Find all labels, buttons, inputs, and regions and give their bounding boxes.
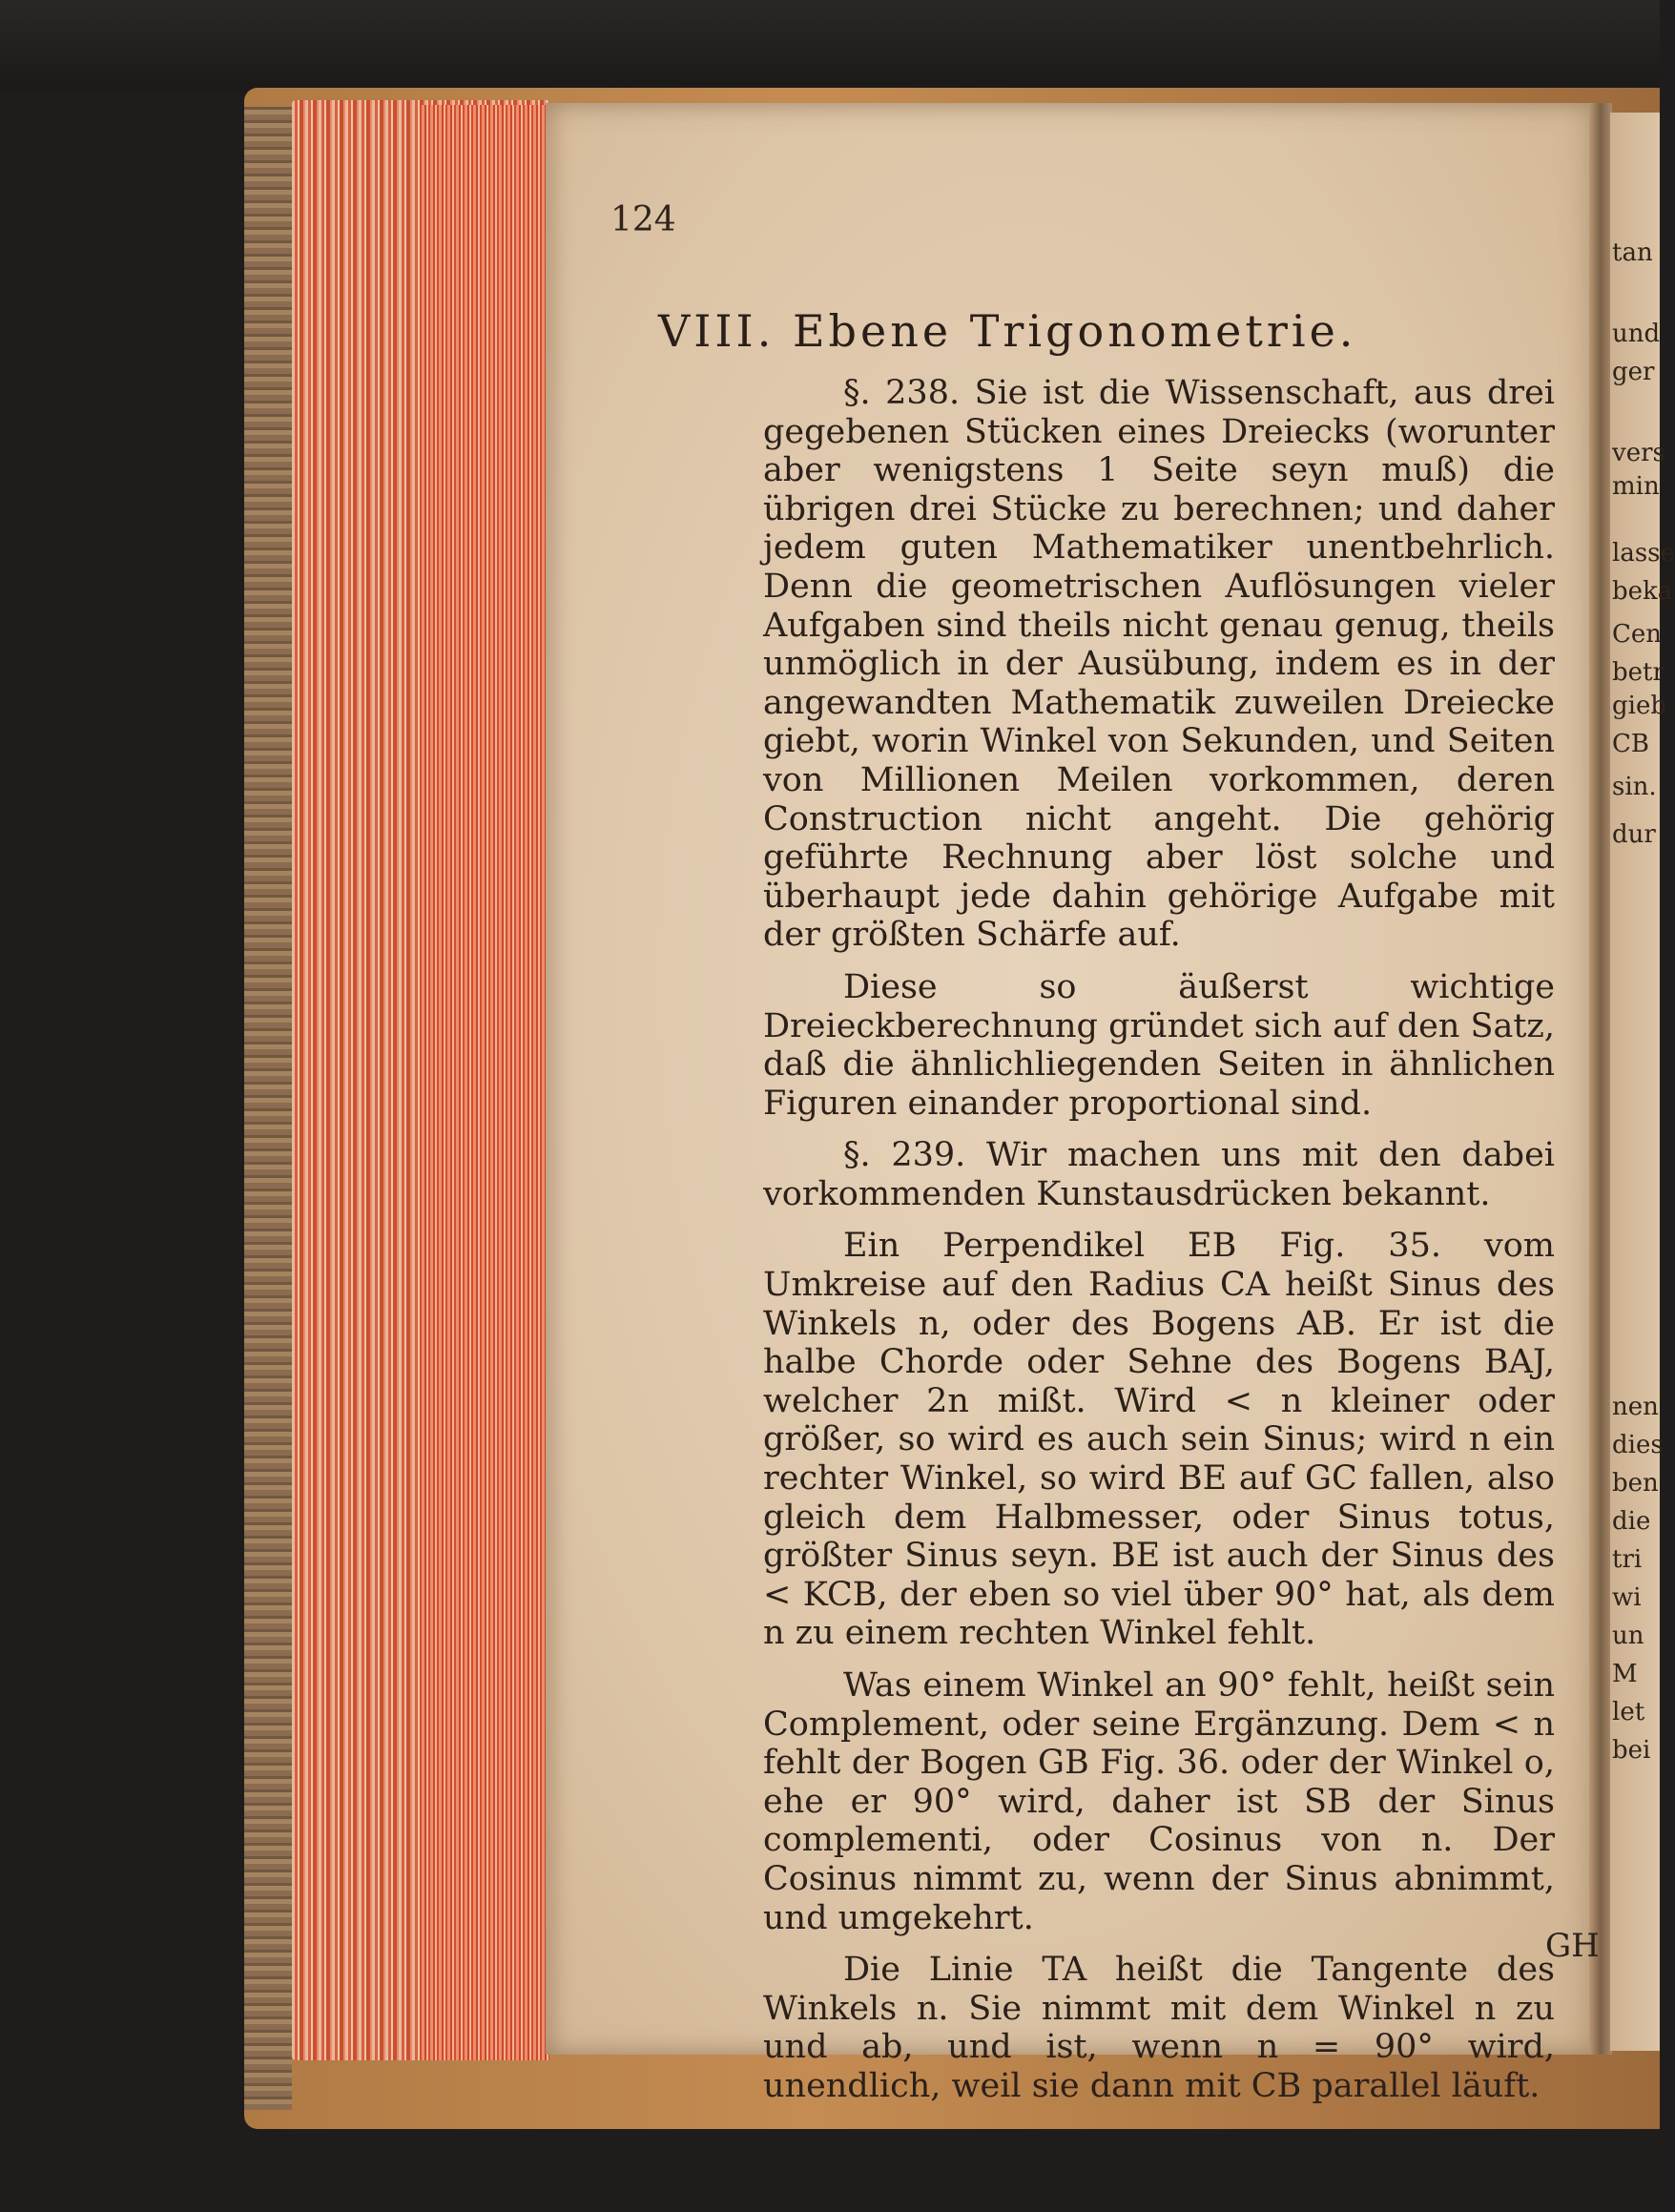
facing-page-word: bei bbox=[1612, 1736, 1651, 1765]
facing-page-word: let bbox=[1612, 1698, 1645, 1726]
facing-page-word: und bbox=[1612, 320, 1661, 348]
page-number: 124 bbox=[610, 200, 676, 239]
facing-page-word: min bbox=[1612, 472, 1660, 501]
facing-page-word: ger bbox=[1612, 358, 1655, 386]
facing-page-word: nen bbox=[1612, 1393, 1659, 1421]
book-spine bbox=[244, 107, 292, 2110]
facing-page-word: beka bbox=[1612, 577, 1673, 606]
facing-page-word: gieb bbox=[1612, 692, 1666, 720]
catchword: GH bbox=[1545, 1927, 1600, 1965]
paragraph: Ein Perpendikel EB Fig. 35. vom Umkreise auf den Radius CA heißt Sinus des Winkels n, oder des Bogens AB. Er ist die halbe Chorde oder Sehne des Bogens BAJ, welcher 2n mißt. Wird < n kleiner oder größer, so wird es auch sein Sinus; wird n ein rechter Winkel, so wird BE auf GC fallen, also gleich dem Halbmesser, oder Sinus totus, größter Sinus seyn. BE ist auch der Sinus des < KCB, der eben so viel über 90° hat, als dem n zu einem rechten Winkel fehlt. bbox=[763, 1227, 1555, 1653]
facing-page-word: un bbox=[1612, 1622, 1644, 1650]
paragraph: Die Linie TA heißt die Tangente des Winkels n. Sie nimmt mit dem Winkel n zu und ab, und ist, wenn n = 90° wird, unendlich, weil sie dann mit CB parallel läuft. bbox=[763, 1951, 1555, 2105]
facing-page-word: betr bbox=[1612, 658, 1665, 687]
facing-page-word: M bbox=[1612, 1660, 1638, 1688]
paragraph: Was einem Winkel an 90° fehlt, heißt sein Complement, oder seine Ergänzung. Dem < n fehlt der Bogen GB Fig. 36. oder der Winkel o, ehe er 90° wird, daher ist SB der Sinus complementi, oder Cosinus von n. Der Cosinus nimmt zu, wenn der Sinus abnimmt, und umgekehrt. bbox=[763, 1666, 1555, 1937]
facing-page-word: lasse bbox=[1612, 539, 1675, 568]
page-edges-red bbox=[420, 105, 549, 2060]
facing-page-word: vers bbox=[1612, 439, 1665, 467]
paragraph: §. 239. Wir machen uns mit den dabei vorkommenden Kunstausdrücken bekannt. bbox=[763, 1136, 1555, 1213]
facing-page-word: dies bbox=[1612, 1431, 1664, 1459]
body-text bbox=[763, 374, 1555, 2106]
facing-page-word: CB bbox=[1612, 730, 1649, 758]
facing-page-word: tan bbox=[1612, 238, 1653, 267]
facing-page-word: sin. bbox=[1612, 773, 1657, 801]
paragraph: Diese so äußerst wichtige Dreieckberechnung gründet sich auf den Satz, daß die ähnlichliegenden Seiten in ähnlichen Figuren einander proportional sind. bbox=[763, 967, 1555, 1123]
facing-page-word: Cen bbox=[1612, 620, 1663, 649]
dark-background bbox=[0, 0, 1660, 91]
page-gutter bbox=[1589, 103, 1612, 2055]
paragraph: §. 238. Sie ist die Wissenschaft, aus drei gegebenen Stücken eines Dreiecks (worunter aber wenigstens 1 Seite seyn muß) die übrigen drei Stücke zu berechnen; und daher jedem guten Mathematiker unentbehrlich. Denn die geometrischen Auflösungen vieler Aufgaben sind theils nicht genau genug, theils unmöglich in der Ausübung, indem es in der angewandten Mathematik zuweilen Dreiecke giebt, worin Winkel von Sekunden, und Seiten von Millionen Meilen vorkommen, deren Construction nicht angeht. Die gehörig geführte Rechnung aber löst solche und überhaupt jede dahin gehörige Aufgabe mit der größten Schärfe auf. bbox=[763, 374, 1555, 955]
facing-page-word: die bbox=[1612, 1507, 1651, 1536]
chapter-heading: VIII. Ebene Trigonometrie. bbox=[658, 305, 1357, 357]
facing-page-word: tri bbox=[1612, 1545, 1643, 1574]
facing-page-fragment bbox=[1610, 113, 1675, 2051]
facing-page-word: ben bbox=[1612, 1469, 1659, 1498]
facing-page-word: wi bbox=[1612, 1583, 1642, 1612]
facing-page-word: dur bbox=[1612, 820, 1656, 849]
